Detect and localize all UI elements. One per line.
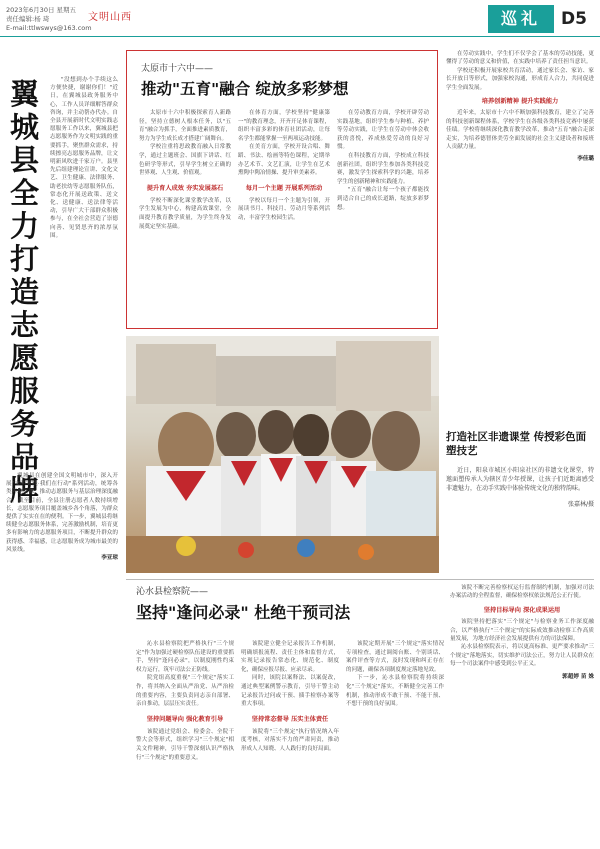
newspaper-logo: 文明山西 — [88, 12, 132, 23]
lower-byline: 郭超婷 苗 姝 — [562, 673, 594, 680]
paragraph: 学校还积极开展家校共育活动，通过家长会、家访、家长开放日等形式，加强家校沟通，形成育人合力，共同促进学生全面发展。 — [446, 67, 594, 91]
paragraph: 该院将"三个规定"执行情况纳入年度考核，对落实不力的严肃问责，推动形成人人知晓、人人践行的良好局面。 — [241, 728, 339, 752]
feature-headline: 推动"五育"融合 绽放多彩梦想 — [141, 80, 349, 98]
header-rule — [0, 36, 600, 37]
paragraph: 太原市十六中积极探索育人新路径，坚持立德树人根本任务，以"五育"融合为抓手，全面推进素质教育，努力为学生成长成才搭建广阔舞台。 — [139, 110, 231, 142]
issue-date: 2023年6月30日 星期五 — [6, 6, 77, 14]
lower-subhead-3: 坚持目标导向 深化成果运用 — [483, 606, 561, 614]
paragraph: 在劳动实践中，学生们不仅学会了基本的劳动技能，更懂得了劳动的意义和价值，在实践中培养了责任担当意识。 — [446, 51, 594, 66]
feature-column-2 — [238, 109, 330, 323]
paragraph: 该院不断完善检察权运行监督制约机制，加强对司法办案活动的全程监督，确保检察权依法规范公正行使。 — [450, 585, 594, 600]
paragraph: 在科技教育方面，学校成立科技创新社团，组织学生参加各类科技竞赛，激发学生探索科学的兴趣，培养学生的创新精神和实践能力。 — [337, 152, 429, 185]
lower-subhead-1: 坚持问题导向 强化教育引导 — [146, 715, 224, 723]
page-number: D5 — [561, 9, 587, 29]
lower-column-2 — [241, 640, 339, 842]
paragraph: 学校以每月一个主题为引领，开展读书月、科技月、劳动月等系列活动，丰富学生校园生活。 — [238, 197, 330, 221]
feature-subhead-3: 培养创新精神 提升实践能力 — [481, 98, 559, 106]
feature-columns — [139, 109, 429, 323]
paragraph: 该院定期开展"三个规定"落实情况专项检查，通过调阅台账、个别谈话、案件评查等方式，及时发现和纠正存在的问题，确保各项制度规定落地见效。 — [346, 641, 444, 673]
left-article-bottom — [6, 472, 118, 562]
lower-subhead-2: 坚持常态督导 压实主体责任 — [251, 715, 329, 723]
lower-column-3 — [346, 640, 444, 842]
masthead — [0, 0, 600, 46]
paragraph: 该院建立健全记录报告工作机制，明确填报流程、责任主体和监督方式，实现记录报告常态化、规范化、制度化，确保应报尽报、应录尽录。 — [241, 641, 339, 673]
feature-column-3 — [337, 109, 429, 323]
paragraph: 该院通过党组会、检委会、全院干警大会等形式，组织学习"三个规定"相关文件精神，引导干警深刻认识严格执行"三个规定"的重要意义。 — [136, 728, 234, 761]
paragraph: 同时，该院以案释法、以案促改，通过典型案例警示教育，引导干警主动记录报告过问或干预、插手检察办案等重大事项。 — [241, 675, 339, 708]
paragraph: 院党组高度重视"三个规定"落实工作，将其纳入全面从严治党、从严治检的重要内容，主要负责同志亲自部署、亲自推动，层层压实责任。 — [136, 675, 234, 708]
caption-title: 打造社区非遗课堂 传授彩色面塑技艺 — [446, 431, 587, 457]
email: E-mail:ttlwswys@163.com — [6, 24, 92, 32]
feature-continuation — [446, 50, 594, 340]
lower-columns — [136, 640, 444, 842]
paragraph: 学校注重将思政教育融入日常教学，通过主题班会、国旗下讲话、红色研学等形式，引导学生树立正确的世界观、人生观、价值观。 — [139, 144, 231, 177]
paragraph: 在劳动教育方面，学校开辟劳动实践基地，组织学生参与种植、养护等劳动实践，让学生在劳动中体会收获的喜悦，养成热爱劳动的良好习惯。 — [337, 110, 429, 151]
lower-kicker: 沁水县检察院—— — [136, 587, 209, 597]
paragraph: 在体育方面，学校坚持"健康第一"的教育理念，开齐开足体育课程，组织丰富多彩的体育社团活动，让每名学生都能掌握一至两项运动技能。 — [238, 110, 330, 142]
feature-kicker: 太原市十六中—— — [141, 64, 214, 74]
feature-subhead-1: 提升育人成效 夯实发展基石 — [146, 184, 224, 192]
feature-byline: 李佳璐 — [577, 156, 594, 163]
paragraph: 在美育方面，学校开设合唱、舞蹈、书法、绘画等特色课程，定期举办艺术节、文艺汇演，让学生在艺术熏陶中陶冶情操、提升审美素养。 — [238, 144, 330, 177]
left-article — [6, 52, 118, 842]
photo-credit: 张嘉林/摄 — [567, 501, 594, 508]
paragraph: "五育"融合让每一个孩子都能找到适合自己的成长道路，绽放多彩梦想。 — [337, 187, 429, 211]
paragraph: 学校不断深化课堂教学改革，以学生发展为中心，构建高效课堂，全面提升教育教学质量，为学生终身发展奠定坚实基础。 — [139, 197, 231, 230]
left-article-body: "没想到办个手续这么方便快捷，谢谢你们！"近日，在翼城县政务服务中心，工作人员详细解答群众咨询，并主动帮办代办。自全县开展新时代文明实践志愿服务工作以来，翼城县把志愿服务作为文明实践的重要抓手，聚焦群众需求，持续擦亮志愿服务品牌，让文明新风吹进千家万户。县里先后组建理论宣讲、文化文艺、卫生健康、法律服务、助老扶幼等志愿服务队伍，常态化开展送政策、送文化、送健康、送法律等活动，引导广大干部群众积极参与，在全社会营造了崇德向善、见贤思齐的浓厚氛围。 — [50, 77, 118, 239]
paragraph: 沁水县检察院表示，将以更高标准、更严要求推动"三个规定"落地落实，切实维护司法公正，努力让人民群众在每一个司法案件中感受到公平正义。 — [450, 644, 594, 668]
left-article-title: 翼城县全力打造志愿服务品牌 — [10, 77, 40, 507]
caption-text: 近日，阳泉市城区小阳泉社区的非遗文化课堂，特邀面塑传承人为辖区青少年授课，让孩子们近距离感受非遗魅力，在动手实践中体验传统文化的独特韵味。 — [446, 467, 594, 492]
left-article-author: 李亚琼 — [101, 555, 118, 562]
editor: 责任编辑:杨 琦 — [6, 15, 50, 23]
paragraph: 沁水县检察院把严格执行"三个规定"作为加强过硬检察队伍建设的重要抓手，坚持"逢问必录"，以制度刚性约束权力运行，筑牢司法公正防线。 — [136, 641, 234, 673]
left-article-bottom-text: 翼城县在创建全国文明城市中，深入开展"文明实践·我们在行动"系列活动，统筹各类阵地资源，推动志愿服务与基层治理深度融合。截至目前，全县注册志愿者人数持续增长，志愿服务项目覆盖城乡各个角落，为群众提供了实实在在的便利。下一步，翼城县将继续健全志愿服务体系，完善激励机制，培育更多有影响力的志愿服务项目，不断提升群众的获得感、幸福感，让志愿服务成为城市最美的风景线。 — [6, 473, 118, 553]
section-divider — [126, 579, 594, 580]
paragraph: 该院坚持把落实"三个规定"与检察业务工作深度融合，以严格执行"三个规定"的实际成效推动检察工作高质量发展，为地方经济社会发展提供有力的司法保障。 — [450, 619, 594, 643]
paragraph: 近年来，太原市十六中不断加强科技教育，建立了完善的科技创新课程体系，学校学生在各级各类科技竞赛中屡获佳绩。学校将继续深化教育教学改革，推动"五育"融合走深走实，为培养德智体美劳全面发展的社会主义建设者和接班人贡献力量。 — [446, 110, 594, 151]
lower-column-1 — [136, 640, 234, 842]
section-tag: 巡礼 — [488, 5, 554, 33]
feature-column-1 — [139, 109, 231, 323]
photo-illustration — [126, 336, 439, 573]
feature-article — [126, 50, 438, 329]
lower-headline: 坚持"逢问必录" 杜绝干预司法 — [136, 603, 351, 622]
masthead-info — [6, 6, 92, 33]
news-photo — [126, 336, 439, 573]
lower-continuation — [450, 584, 594, 842]
paragraph: 下一步，沁水县检察院将持续深化"三个规定"落实，不断健全完善工作机制，推动形成不敢干预、不能干预、不想干预的良好氛围。 — [346, 675, 444, 708]
photo-caption — [446, 430, 594, 508]
feature-subhead-2: 每月一个主题 开展系列活动 — [245, 184, 323, 192]
